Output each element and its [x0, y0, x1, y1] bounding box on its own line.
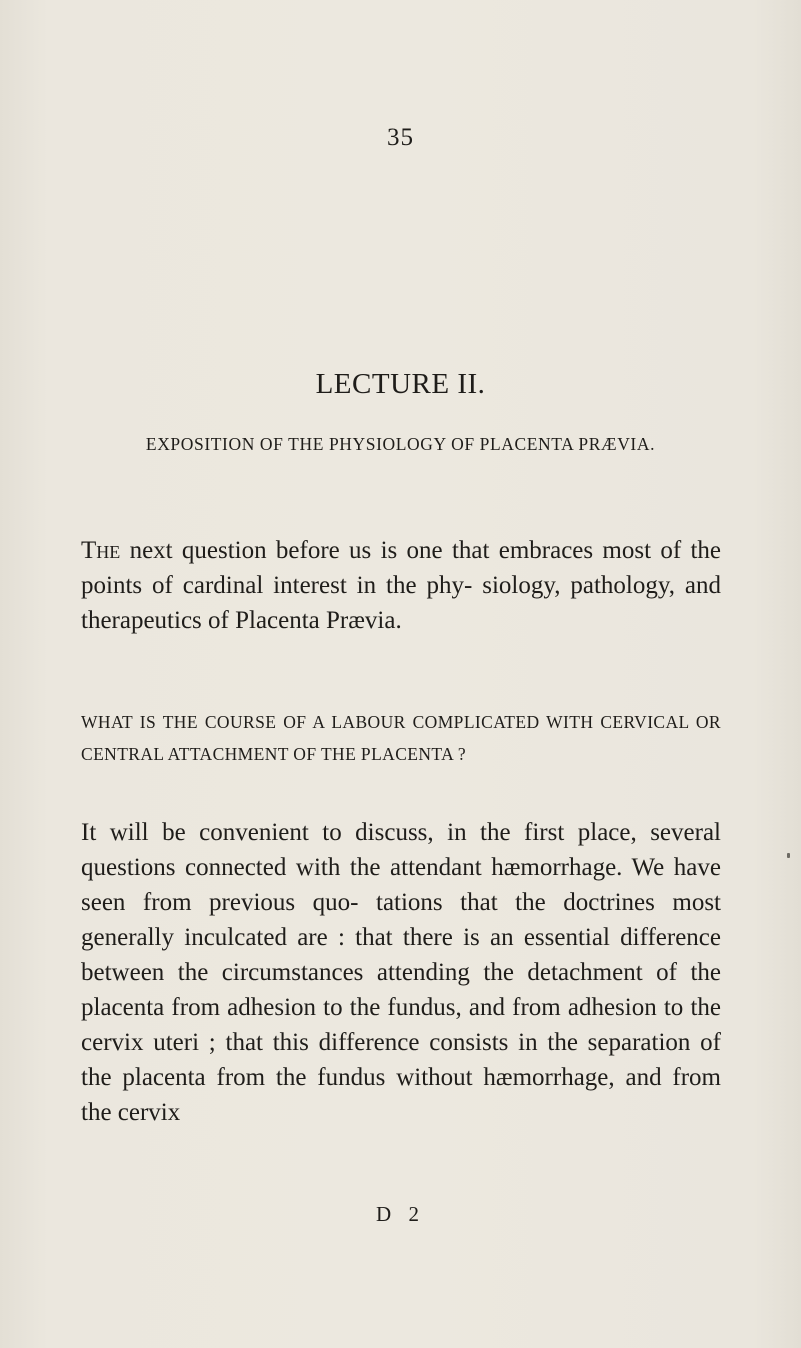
- paragraph-1-text: next question before us is one that embraces most of the points of cardinal interest in the phy- siology, pathology, and therapeutics of Placenta Prævia.: [81, 537, 721, 634]
- paragraph-1: [81, 533, 721, 638]
- section-question: WHAT IS THE COURSE OF A LABOUR COMPLICATED WITH CERVICAL OR CENTRAL ATTACHMENT OF THE PLACENTA ?: [81, 712, 721, 764]
- lecture-subtitle: EXPOSITION OF THE PHYSIOLOGY OF PLACENTA PRÆVIA.: [145, 434, 656, 454]
- paragraph-1-lead: The: [81, 537, 121, 564]
- page-number: 35: [387, 124, 414, 151]
- lecture-title: LECTURE II.: [315, 368, 486, 400]
- paper-speck: [787, 853, 790, 858]
- signature-mark: D 2: [376, 1202, 425, 1226]
- paragraph-2: It will be convenient to discuss, in the first place, several questions connected with the attendant hæmorrhage. We have seen from previous quo- tations that the doctrines most generally inculcated are : that there is an essential difference between the circumstances attending the detachment of the placenta from adhesion to the fundus, and from adhesion to the cervix uteri ; that this difference consists in the separation of the placenta from the fundus without hæmorrhage, and from the cervix: [81, 819, 721, 1126]
